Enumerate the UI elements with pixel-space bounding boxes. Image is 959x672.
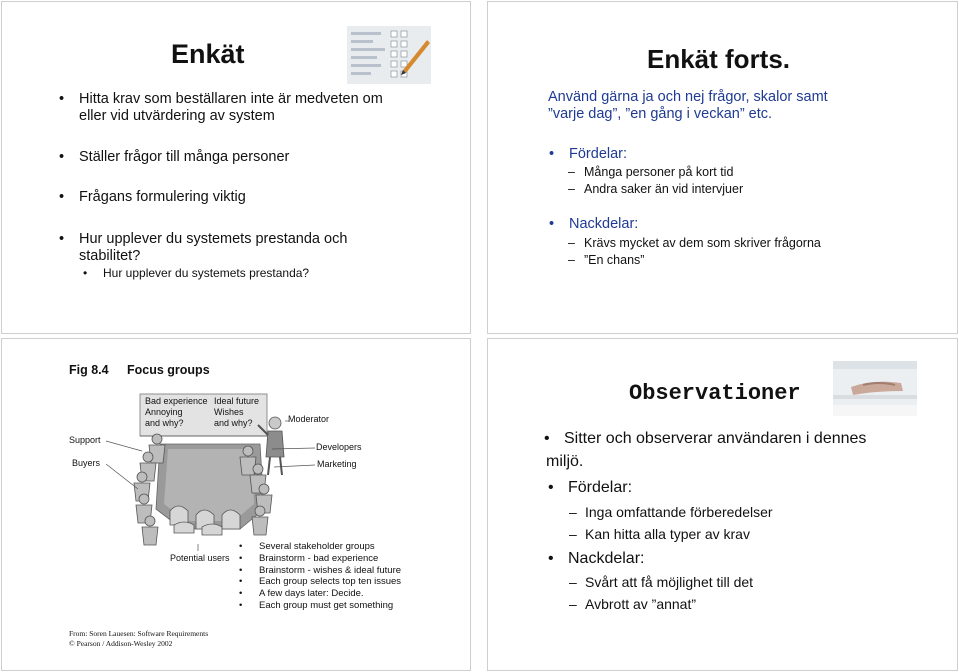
step-item: • A few days later: Decide. <box>259 588 401 600</box>
label-potential-users: Potential users <box>170 553 230 563</box>
label-developers: Developers <box>316 442 362 452</box>
keyboard-photo-image <box>833 361 917 416</box>
cons-item-2: – ”En chans” <box>584 253 644 267</box>
step-item: • Each group must get something <box>259 600 401 612</box>
figure-label: Fig 8.4 <box>69 363 109 377</box>
cons-label: • Nackdelar: <box>568 550 644 568</box>
cons-item-1: – Krävs mycket av dem som skriver frågorna <box>584 236 821 250</box>
intro-line-2: ”varje dag”, ”en gång i veckan” etc. <box>548 106 773 122</box>
label-moderator: Moderator <box>288 414 330 424</box>
whiteboard-right: Ideal future Wishes and why? <box>214 396 260 428</box>
pros-item-1: – Många personer på kort tid <box>584 165 733 179</box>
label-buyers: Buyers <box>72 458 101 468</box>
sub-bullet-prestanda: • Hur upplever du systemets prestanda? <box>103 266 309 280</box>
cons-item-1: – Svårt att få möjlighet till det <box>585 574 753 590</box>
focus-group-illustration <box>2 339 472 672</box>
pros-item-2: – Kan hitta alla typer av krav <box>585 526 750 542</box>
slide-title: Observationer <box>629 381 801 406</box>
bullet-hitta-krav-cont: eller vid utvärdering av system <box>79 108 275 124</box>
pros-item-2: – Andra saker än vid intervjuer <box>584 182 743 196</box>
survey-form-image <box>347 26 431 84</box>
step-item: • Brainstorm - wishes & ideal future <box>259 565 401 577</box>
bullet-sitter: • Sitter och observerar användaren i dennes <box>564 430 866 448</box>
cons-item-2: – Avbrott av ”annat” <box>585 596 696 612</box>
intro-line-1: Använd gärna ja och nej frågor, skalor samt <box>548 89 828 105</box>
pros-label: • Fördelar: <box>568 479 632 497</box>
bullet-hur-upplever: • Hur upplever du systemets prestanda och <box>79 231 347 248</box>
label-support: Support <box>69 435 101 445</box>
source-credit: From: Soren Lauesen: Software Requirements © Pearson / Addison-Wesley 2002 <box>69 629 209 648</box>
figure-title: Focus groups <box>127 363 210 377</box>
slide-enkat-forts <box>487 1 958 334</box>
slide-focus-groups <box>1 338 471 671</box>
step-item: • Several stakeholder groups <box>259 541 401 553</box>
bullet-sitter-cont: miljö. <box>546 453 584 470</box>
slide-observationer <box>487 338 958 671</box>
whiteboard-left: Bad experience Annoying and why? <box>145 396 208 428</box>
bullet-fragans-formulering: • Frågans formulering viktig <box>79 189 246 206</box>
label-marketing: Marketing <box>317 459 357 469</box>
bullet-staller-fragor: • Ställer frågor till många personer <box>79 149 289 166</box>
slide-title: Enkät forts. <box>647 44 791 74</box>
bullet-hur-upplever-cont: stabilitet? <box>79 248 141 264</box>
step-item: • Each group selects top ten issues <box>259 576 401 588</box>
slide-enkat <box>1 1 471 334</box>
focus-group-steps <box>259 541 401 612</box>
bullet-hitta-krav: • Hitta krav som beställaren inte är medveten om <box>79 91 383 108</box>
pros-label: • Fördelar: <box>569 146 627 163</box>
cons-label: • Nackdelar: <box>569 216 638 233</box>
step-item: • Brainstorm - bad experience <box>259 553 401 565</box>
slide-title: Enkät <box>171 39 245 69</box>
pros-item-1: – Inga omfattande förberedelser <box>585 504 773 520</box>
